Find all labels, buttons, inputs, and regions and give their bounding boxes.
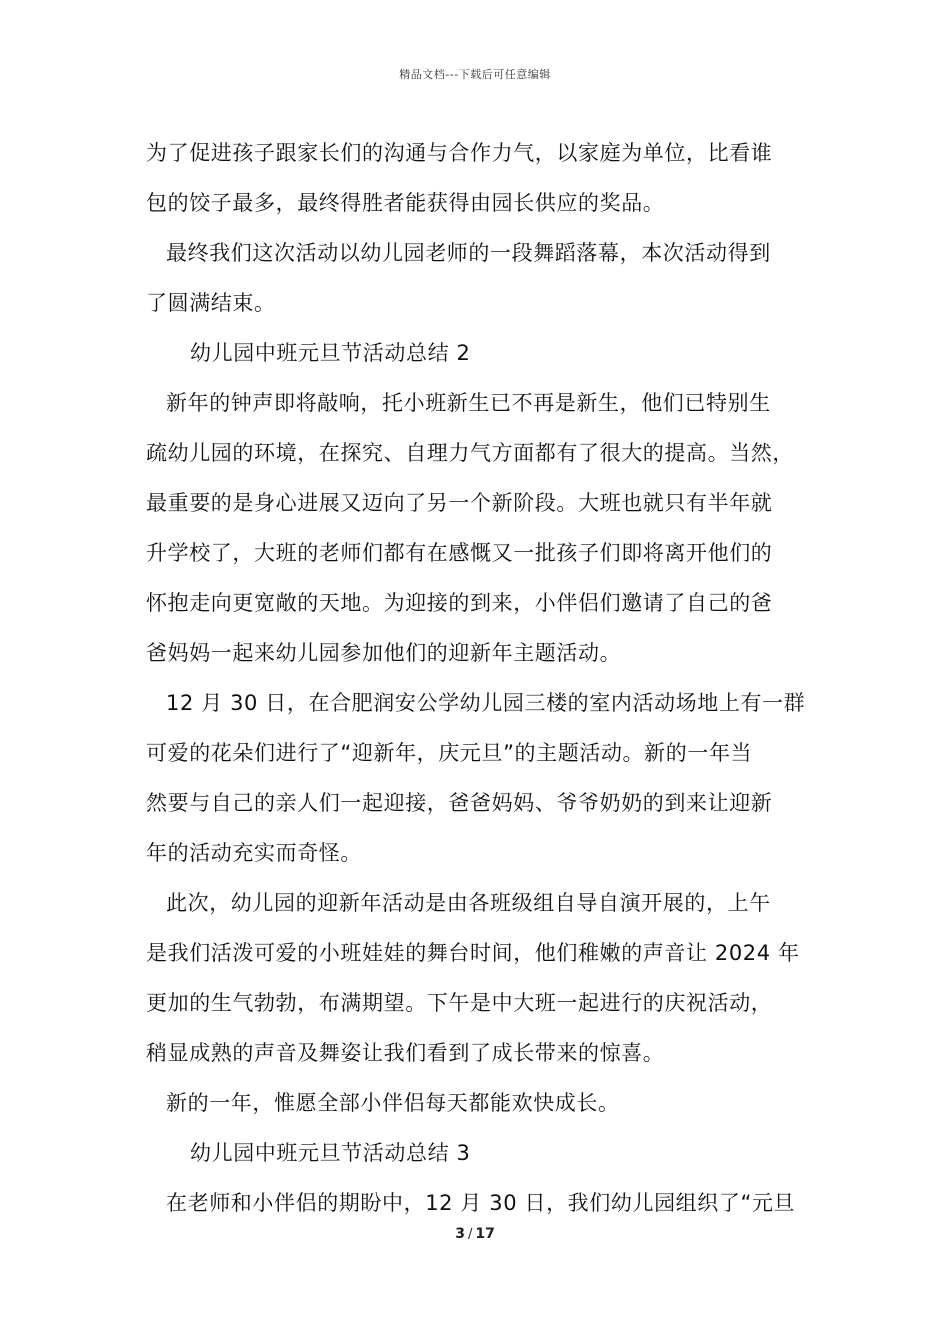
body-line: 可爱的花朵们进行了“迎新年，庆元旦”的主题活动。新的一年当 [146, 741, 753, 765]
paragraph-start-line: 12 月 30 日，在合肥润安公学幼儿园三楼的室内活动场地上有一群 [166, 691, 806, 715]
body-line: 然要与自己的亲人们一起迎接，爸爸妈妈、爷爷奶奶的到来让迎新 [146, 791, 773, 815]
paragraph-start-line: 在老师和小伴侣的期盼中，12 月 30 日，我们幼儿园组织了“元旦 [166, 1191, 796, 1215]
body-line: 最重要的是身心进展又迈向了另一个新阶段。大班也就只有半年就 [146, 491, 773, 515]
body-line: 为了促进孩子跟家长们的沟通与合作力气，以家庭为单位，比看谁 [146, 141, 773, 165]
body-line: 升学校了，大班的老师们都有在感慨又一批孩子们即将离开他们的 [146, 541, 773, 565]
page-current: 3 [455, 1226, 465, 1242]
paragraph-start-line: 新的一年，惟愿全部小伴侣每天都能欢快成长。 [166, 1091, 620, 1115]
page-header: 精品文档---下载后可任意编辑 [399, 68, 551, 81]
page-number [0, 1226, 950, 1242]
body-line: 包的饺子最多，最终得胜者能获得由园长供应的奖品。 [146, 191, 665, 215]
paragraph-start-line: 新年的钟声即将敲响，托小班新生已不再是新生，他们已特别生 [166, 391, 771, 415]
document-body [146, 128, 816, 1228]
page-total: 17 [475, 1226, 495, 1242]
body-line: 疏幼儿园的环境，在探究、自理力气方面都有了很大的提高。当然， [146, 441, 794, 465]
section-heading: 幼儿园中班元旦节活动总结 2 [190, 341, 471, 365]
section-heading: 幼儿园中班元旦节活动总结 3 [190, 1141, 471, 1165]
body-line: 是我们活泼可爱的小班娃娃的舞台时间，他们稚嫩的声音让 2024 年 [146, 941, 800, 965]
body-line: 怀抱走向更宽敞的天地。为迎接的到来，小伴侣们邀请了自己的爸 [146, 591, 773, 615]
body-line: 爸妈妈一起来幼儿园参加他们的迎新年主题活动。 [146, 641, 622, 665]
paragraph-start-line: 最终我们这次活动以幼儿园老师的一段舞蹈落幕，本次活动得到 [166, 241, 771, 265]
paragraph-start-line: 此次，幼儿园的迎新年活动是由各班级组自导自演开展的，上午 [166, 891, 771, 915]
body-line: 稍显成熟的声音及舞姿让我们看到了成长带来的惊喜。 [146, 1041, 665, 1065]
page-separator: / [467, 1227, 473, 1242]
body-line: 了圆满结束。 [146, 291, 276, 315]
body-line: 更加的生气勃勃，布满期望。下午是中大班一起进行的庆祝活动， [146, 991, 773, 1015]
body-line: 年的活动充实而奇怪。 [146, 841, 362, 865]
